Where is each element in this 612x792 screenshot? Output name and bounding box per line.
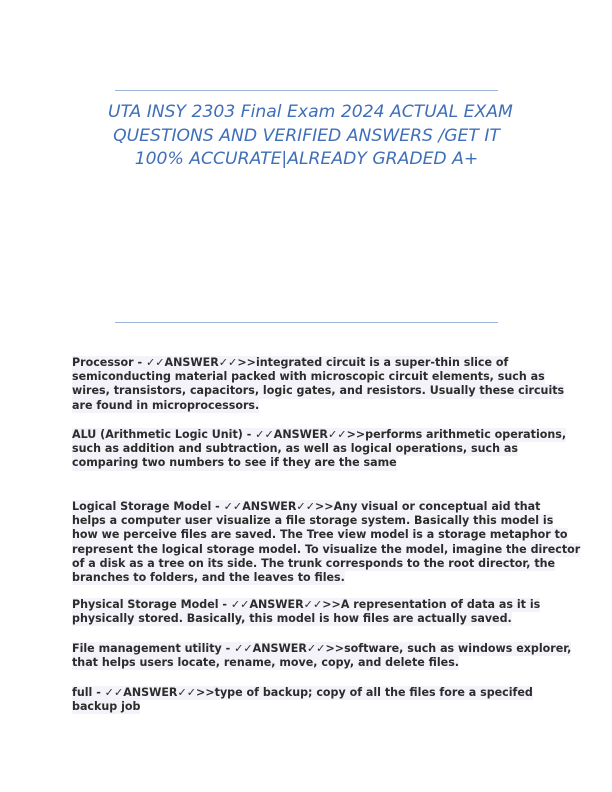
entry-physical-storage-model: [72, 598, 542, 626]
entry-line: physically stored. Basically, this model is how files are actually saved.: [72, 612, 512, 626]
top-divider: [115, 90, 498, 91]
entry-line: Physical Storage Model - ✓✓ANSWER✓✓>>A representation of data as it is: [72, 598, 541, 611]
bottom-divider: [115, 322, 498, 323]
entry-line: helps a computer user visualize a file storage system. Basically this model is: [72, 514, 554, 528]
title-line: 100% ACCURATE|ALREADY GRADED A+: [134, 149, 479, 169]
title-line: QUESTIONS AND VERIFIED ANSWERS /GET IT: [113, 125, 500, 146]
entry-line: backup job: [72, 700, 141, 714]
entry-line: how we perceive files are saved. The Tree view model is a storage metaphor to: [72, 528, 568, 542]
entry-file-management-utility: [72, 642, 572, 670]
entry-line: of a disk as a tree on its side. The trunk corresponds to the root director, the: [72, 556, 556, 570]
document-title: [108, 101, 513, 172]
entry-full-backup: [72, 686, 542, 714]
entry-line: File management utility - ✓✓ANSWER✓✓>>software, such as windows explorer,: [72, 642, 572, 655]
entry-line: wires, transistors, capacitors, logic gates, and resistors. Usually these circuits: [72, 384, 565, 398]
entry-line: semiconducting material packed with microscopic circuit elements, such as: [72, 370, 545, 384]
entry-line: represent the logical storage model. To visualize the model, imagine the director: [72, 542, 581, 556]
entry-logical-storage-model: [72, 500, 581, 585]
entry-line: Logical Storage Model - ✓✓ANSWER✓✓>>Any visual or conceptual aid that: [72, 500, 541, 513]
entry-line: branches to folders, and the leaves to files.: [72, 571, 345, 585]
entry-line: Processor - ✓✓ANSWER✓✓>>integrated circuit is a super-thin slice of: [72, 356, 509, 369]
entry-line: are found in microprocessors.: [72, 398, 260, 412]
entry-line: comparing two numbers to see if they are the same: [72, 456, 397, 470]
entry-processor: [72, 356, 565, 413]
title-line: UTA INSY 2303 Final Exam 2024 ACTUAL EXAM: [108, 102, 513, 122]
entry-line: full - ✓✓ANSWER✓✓>>type of backup; copy of all the files fore a specifed: [72, 686, 533, 699]
entry-alu: [72, 428, 567, 471]
entry-line: such as addition and subtraction, as well as logical operations, such as: [72, 442, 518, 456]
entry-line: ALU (Arithmetic Logic Unit) - ✓✓ANSWER✓✓>>performs arithmetic operations,: [72, 428, 567, 441]
entry-line: that helps users locate, rename, move, copy, and delete files.: [72, 656, 460, 670]
